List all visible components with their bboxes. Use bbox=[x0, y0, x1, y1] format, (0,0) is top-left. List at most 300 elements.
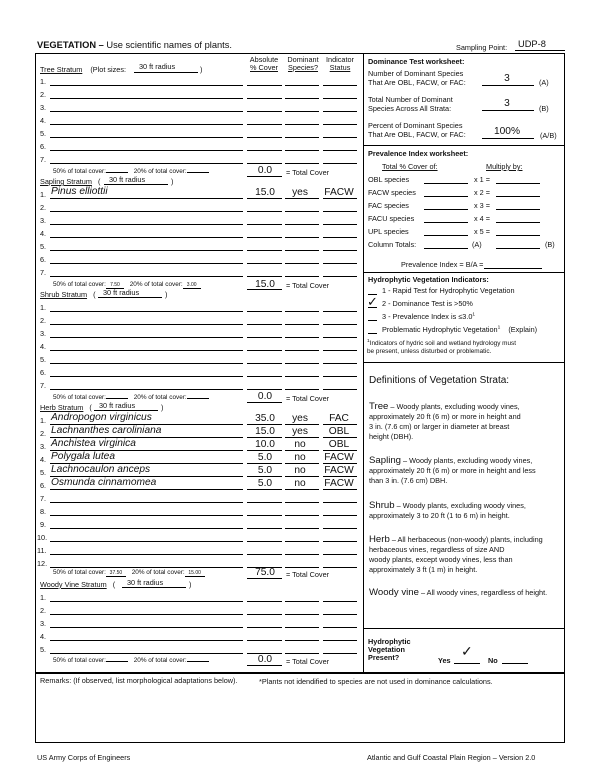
indicator-3-checkbox[interactable] bbox=[368, 320, 377, 321]
tree-pct-line bbox=[53, 168, 209, 175]
herb-indicator[interactable]: FACW bbox=[324, 478, 354, 489]
sapling-pct-b: 20% of total cover: bbox=[129, 281, 183, 288]
dominant-field[interactable] bbox=[285, 502, 319, 503]
species-field[interactable] bbox=[50, 324, 243, 325]
herb-plot-value[interactable]: 30 ft radius bbox=[99, 401, 136, 410]
herb-species[interactable]: Andropogon virginicus bbox=[51, 412, 152, 423]
dominant-field[interactable] bbox=[285, 627, 319, 628]
cover-field[interactable] bbox=[247, 250, 282, 251]
herb-pct-a-value[interactable]: 37.50 bbox=[106, 570, 126, 577]
definition-herb-4: approximately 3 ft (1 m) in height. bbox=[369, 565, 478, 574]
indicator-field[interactable] bbox=[323, 324, 357, 325]
sapling-plot-underline bbox=[104, 184, 168, 185]
species-field[interactable] bbox=[50, 463, 243, 464]
cover-field[interactable] bbox=[247, 567, 282, 568]
cover-field[interactable] bbox=[247, 376, 282, 377]
sapling-species[interactable]: Pinus elliottii bbox=[51, 186, 108, 197]
cover-field[interactable] bbox=[247, 124, 282, 125]
sapling-indicator[interactable]: FACW bbox=[324, 187, 354, 198]
herb-dominant[interactable]: no bbox=[294, 452, 306, 463]
dominant-field[interactable] bbox=[285, 250, 319, 251]
total-cover-field[interactable] bbox=[247, 402, 282, 403]
species-field[interactable] bbox=[50, 311, 243, 312]
woody-vine-row-number: 3. bbox=[40, 619, 47, 628]
herb-cover[interactable]: 10.0 bbox=[255, 439, 275, 450]
species-field[interactable] bbox=[50, 640, 243, 641]
cover-field[interactable] bbox=[247, 98, 282, 99]
indicator-field[interactable] bbox=[323, 98, 357, 99]
herb-cover[interactable]: 15.0 bbox=[255, 426, 275, 437]
indicator-field[interactable] bbox=[323, 363, 357, 364]
species-field[interactable] bbox=[50, 98, 243, 99]
indicator-field[interactable] bbox=[323, 150, 357, 151]
species-field[interactable] bbox=[50, 528, 243, 529]
hydrophytic-yes-label: Yes bbox=[438, 656, 451, 665]
species-field[interactable] bbox=[50, 111, 243, 112]
cover-field[interactable] bbox=[247, 614, 282, 615]
species-field[interactable] bbox=[50, 163, 243, 164]
species-field[interactable] bbox=[50, 150, 243, 151]
indicator-field[interactable] bbox=[323, 476, 357, 477]
shrub-pct-line bbox=[53, 394, 209, 401]
indicator-field[interactable] bbox=[323, 250, 357, 251]
prevalence-row-field[interactable] bbox=[424, 222, 468, 223]
cover-field[interactable] bbox=[247, 476, 282, 477]
prevalence-row-result[interactable] bbox=[496, 183, 540, 184]
total-cover-field[interactable] bbox=[247, 578, 282, 579]
dominant-field[interactable] bbox=[285, 489, 319, 490]
prevalence-row-result[interactable] bbox=[496, 196, 540, 197]
dominant-field[interactable] bbox=[285, 614, 319, 615]
total-cover-field[interactable] bbox=[247, 665, 282, 666]
definition-sapling-head: Sapling bbox=[369, 455, 402, 466]
cover-field[interactable] bbox=[247, 627, 282, 628]
species-field[interactable] bbox=[50, 263, 243, 264]
sapling-row-number: 1. bbox=[40, 190, 47, 199]
herb-species[interactable]: Osmunda cinnamomea bbox=[51, 477, 157, 488]
indicator-field[interactable] bbox=[323, 567, 357, 568]
cover-field[interactable] bbox=[247, 554, 282, 555]
dominant-field[interactable] bbox=[285, 376, 319, 377]
cover-field[interactable] bbox=[247, 350, 282, 351]
cover-field[interactable] bbox=[247, 437, 282, 438]
hydrophytic-present-label bbox=[368, 638, 411, 662]
indicator-4-text: Problematic Hydrophytic Vegetation bbox=[382, 325, 498, 334]
sapling-pct-a-value[interactable]: 7.50 bbox=[106, 282, 124, 289]
dominant-field[interactable] bbox=[285, 224, 319, 225]
indicator-field[interactable] bbox=[323, 424, 357, 425]
dominant-field[interactable] bbox=[285, 554, 319, 555]
total-cover-field[interactable] bbox=[247, 289, 282, 290]
indicators-footnote-2: be present, unless disturbed or problematic. bbox=[367, 348, 492, 356]
definition-herb-head: Herb bbox=[369, 534, 390, 545]
prevalence-index-field[interactable] bbox=[484, 268, 542, 269]
dominance-b-value[interactable]: 3 bbox=[504, 98, 510, 109]
indicator-field[interactable] bbox=[323, 437, 357, 438]
dominant-field[interactable] bbox=[285, 237, 319, 238]
herb-stratum-label: Herb Stratum bbox=[40, 403, 84, 412]
herb-indicator[interactable]: FAC bbox=[329, 413, 349, 424]
dominant-field[interactable] bbox=[285, 363, 319, 364]
definition-shrub bbox=[369, 501, 526, 521]
species-field[interactable] bbox=[50, 424, 243, 425]
species-field[interactable] bbox=[50, 554, 243, 555]
species-field[interactable] bbox=[50, 363, 243, 364]
dominant-field[interactable] bbox=[285, 324, 319, 325]
dominant-field[interactable] bbox=[285, 337, 319, 338]
indicator-3-label bbox=[382, 312, 475, 321]
dominant-field[interactable] bbox=[285, 124, 319, 125]
herb-row-number: 8. bbox=[40, 507, 47, 516]
indicators-footnote bbox=[367, 338, 516, 356]
cover-field[interactable] bbox=[247, 111, 282, 112]
cover-field[interactable] bbox=[247, 450, 282, 451]
dominance-c-underline bbox=[482, 138, 534, 139]
prevalence-totals-b-field[interactable] bbox=[496, 248, 540, 249]
tree-pct-a: 50% of total cover: bbox=[53, 168, 106, 175]
indicator-field[interactable] bbox=[323, 640, 357, 641]
cover-field[interactable] bbox=[247, 263, 282, 264]
dominance-b-underline bbox=[482, 110, 534, 111]
herb-indicator[interactable]: OBL bbox=[328, 426, 350, 437]
woody-vine-total-value[interactable]: 0.0 bbox=[257, 654, 273, 665]
prevalence-row-mult: x 1 = bbox=[474, 175, 491, 184]
cover-field[interactable] bbox=[247, 640, 282, 641]
dominant-field[interactable] bbox=[285, 541, 319, 542]
remarks-note[interactable]: *Plants not idendified to species are not used in dominance calculations. bbox=[259, 677, 493, 686]
indicator-field[interactable] bbox=[323, 85, 357, 86]
indicator-field[interactable] bbox=[323, 389, 357, 390]
herb-dominant[interactable]: no bbox=[294, 478, 306, 489]
species-field[interactable] bbox=[50, 567, 243, 568]
species-field[interactable] bbox=[50, 376, 243, 377]
dominance-a-tag: (A) bbox=[539, 78, 549, 87]
dominant-field[interactable] bbox=[285, 653, 319, 654]
woody-vine-row-number: 5. bbox=[40, 645, 47, 654]
cover-field[interactable] bbox=[247, 363, 282, 364]
species-field[interactable] bbox=[50, 476, 243, 477]
definition-tree-4: height (DBH). bbox=[369, 432, 414, 441]
herb-cover[interactable]: 5.0 bbox=[257, 465, 273, 476]
prevalence-row-field[interactable] bbox=[424, 235, 468, 236]
sapling-row-number: 2. bbox=[40, 203, 47, 212]
indicator-3-text: 3 - Prevalence Index is ≤3.0 bbox=[382, 312, 473, 321]
sapling-dominant[interactable]: yes bbox=[292, 187, 308, 198]
dominant-field[interactable] bbox=[285, 640, 319, 641]
herb-indicator[interactable]: FACW bbox=[324, 452, 354, 463]
dominant-field[interactable] bbox=[285, 198, 319, 199]
herb-pct-line bbox=[53, 569, 205, 577]
cover-field[interactable] bbox=[247, 337, 282, 338]
indicator-field[interactable] bbox=[323, 337, 357, 338]
indicator-field[interactable] bbox=[323, 263, 357, 264]
dominant-field[interactable] bbox=[285, 567, 319, 568]
cover-field[interactable] bbox=[247, 311, 282, 312]
indicator-field[interactable] bbox=[323, 350, 357, 351]
cover-field[interactable] bbox=[247, 324, 282, 325]
definition-herb-3: woody plants, except woody vines, less than bbox=[369, 555, 513, 564]
herb-row-number: 1. bbox=[40, 416, 47, 425]
herb-indicator[interactable]: FACW bbox=[324, 465, 354, 476]
herb-pct-b-value[interactable]: 15.00 bbox=[185, 570, 205, 577]
dominant-field[interactable] bbox=[285, 424, 319, 425]
species-field[interactable] bbox=[50, 237, 243, 238]
indicator-field[interactable] bbox=[323, 463, 357, 464]
sapling-plot-value[interactable]: 30 ft radius bbox=[109, 175, 146, 184]
dominant-field[interactable] bbox=[285, 528, 319, 529]
hydrophytic-yes-field[interactable] bbox=[454, 663, 480, 664]
indicator-field[interactable] bbox=[323, 528, 357, 529]
dominant-field[interactable] bbox=[285, 515, 319, 516]
total-cover-field[interactable] bbox=[247, 176, 282, 177]
cover-field[interactable] bbox=[247, 601, 282, 602]
herb-cover[interactable]: 35.0 bbox=[255, 413, 275, 424]
cover-field[interactable] bbox=[247, 502, 282, 503]
indicators-title: Hydrophytic Vegetation Indicators: bbox=[368, 275, 489, 284]
dominance-b-label bbox=[368, 95, 453, 113]
herb-indicator[interactable]: OBL bbox=[328, 439, 350, 450]
species-field[interactable] bbox=[50, 614, 243, 615]
species-field[interactable] bbox=[50, 502, 243, 503]
col-header-dominant bbox=[283, 56, 323, 72]
indicator-field[interactable] bbox=[323, 311, 357, 312]
sapling-total-value[interactable]: 15.0 bbox=[255, 279, 275, 290]
shrub-row-number: 4. bbox=[40, 342, 47, 351]
prevalence-row-field[interactable] bbox=[424, 209, 468, 210]
definition-vine-1: – All woody vines, regardless of height. bbox=[420, 588, 548, 597]
dominance-c-line2: That Are OBL, FACW, or FAC: bbox=[368, 130, 466, 139]
herb-dominant[interactable]: yes bbox=[292, 413, 308, 424]
woody-vine-plot-underline bbox=[122, 587, 186, 588]
shrub-total-label: = Total Cover bbox=[286, 394, 330, 403]
cover-field[interactable] bbox=[247, 489, 282, 490]
indicator-field[interactable] bbox=[323, 137, 357, 138]
shrub-close: ) bbox=[165, 290, 168, 299]
cover-field[interactable] bbox=[247, 150, 282, 151]
prevalence-row-result[interactable] bbox=[496, 222, 540, 223]
dominance-a-value[interactable]: 3 bbox=[504, 73, 510, 84]
indicator-field[interactable] bbox=[323, 198, 357, 199]
woody-vine-row-number: 1. bbox=[40, 593, 47, 602]
species-field[interactable] bbox=[50, 489, 243, 490]
herb-row-number: 12. bbox=[37, 559, 48, 568]
definition-sapling-1: – Woody plants, excluding woody vines, bbox=[403, 456, 533, 465]
hydrophytic-no-field[interactable] bbox=[502, 663, 528, 664]
shrub-row-number: 7. bbox=[40, 381, 47, 390]
prevalence-row-result[interactable] bbox=[496, 235, 540, 236]
species-field[interactable] bbox=[50, 450, 243, 451]
tree-plot-value[interactable]: 30 ft radius bbox=[139, 62, 176, 71]
definition-sapling-2: approximately 20 ft (6 m) or more in height and less bbox=[369, 466, 536, 475]
species-field[interactable] bbox=[50, 224, 243, 225]
dominant-field[interactable] bbox=[285, 311, 319, 312]
indicator-2-label: 2 - Dominance Test is >50% bbox=[382, 299, 473, 308]
indicator-field[interactable] bbox=[323, 627, 357, 628]
prevalence-row-result[interactable] bbox=[496, 209, 540, 210]
dominant-field[interactable] bbox=[285, 263, 319, 264]
cover-field[interactable] bbox=[247, 237, 282, 238]
herb-plot-underline bbox=[94, 410, 158, 411]
dominant-field[interactable] bbox=[285, 137, 319, 138]
dominant-field[interactable] bbox=[285, 389, 319, 390]
indicator-field[interactable] bbox=[323, 653, 357, 654]
dominant-field[interactable] bbox=[285, 350, 319, 351]
definition-tree bbox=[369, 402, 521, 442]
dominant-field[interactable] bbox=[285, 211, 319, 212]
cover-field[interactable] bbox=[247, 463, 282, 464]
cover-field[interactable] bbox=[247, 276, 282, 277]
hydrophytic-line2: Vegetation bbox=[368, 645, 405, 654]
species-field[interactable] bbox=[50, 515, 243, 516]
cover-field[interactable] bbox=[247, 198, 282, 199]
indicator-field[interactable] bbox=[323, 124, 357, 125]
prevalence-row-label: FAC species bbox=[368, 201, 409, 210]
dominant-field[interactable] bbox=[285, 276, 319, 277]
herb-cover[interactable]: 5.0 bbox=[257, 478, 273, 489]
indicator-field[interactable] bbox=[323, 502, 357, 503]
shrub-stratum-header bbox=[40, 290, 96, 299]
herb-total-label: = Total Cover bbox=[286, 570, 330, 579]
species-field[interactable] bbox=[50, 198, 243, 199]
herb-species[interactable]: Lachnocaulon anceps bbox=[51, 464, 151, 475]
shrub-row-number: 3. bbox=[40, 329, 47, 338]
dominant-field[interactable] bbox=[285, 163, 319, 164]
species-field[interactable] bbox=[50, 541, 243, 542]
species-field[interactable] bbox=[50, 250, 243, 251]
col-header-dominant-1: Dominant bbox=[287, 55, 319, 64]
cover-field[interactable] bbox=[247, 85, 282, 86]
prevalence-totals-a-field[interactable] bbox=[424, 248, 468, 249]
species-field[interactable] bbox=[50, 627, 243, 628]
definition-tree-1: – Woody plants, excluding woody vines, bbox=[390, 402, 520, 411]
definitions-title: Definitions of Vegetation Strata: bbox=[369, 375, 510, 386]
cover-field[interactable] bbox=[247, 528, 282, 529]
dominant-field[interactable] bbox=[285, 437, 319, 438]
sapling-close: ) bbox=[171, 177, 174, 186]
indicator-field[interactable] bbox=[323, 450, 357, 451]
shrub-plot-value[interactable]: 30 ft radius bbox=[103, 288, 140, 297]
herb-pct-b: 20% of total cover: bbox=[131, 569, 185, 576]
species-field[interactable] bbox=[50, 337, 243, 338]
definition-herb bbox=[369, 535, 543, 575]
cover-field[interactable] bbox=[247, 163, 282, 164]
indicator-field[interactable] bbox=[323, 515, 357, 516]
woody-vine-plot-value[interactable]: 30 ft radius bbox=[127, 578, 164, 587]
cover-field[interactable] bbox=[247, 224, 282, 225]
sapling-cover[interactable]: 15.0 bbox=[255, 187, 275, 198]
species-field[interactable] bbox=[50, 601, 243, 602]
herb-species[interactable]: Polygala lutea bbox=[51, 451, 116, 462]
indicator-field[interactable] bbox=[323, 224, 357, 225]
indicator-field[interactable] bbox=[323, 614, 357, 615]
prevalence-row-field[interactable] bbox=[424, 196, 468, 197]
herb-species[interactable]: Lachnanthes caroliniana bbox=[51, 425, 162, 436]
species-field[interactable] bbox=[50, 124, 243, 125]
definition-sapling-3: than 3 in. (7.6 cm) DBH. bbox=[369, 476, 448, 485]
dominance-b-line1: Total Number of Dominant bbox=[368, 95, 453, 104]
herb-dominant[interactable]: yes bbox=[292, 426, 308, 437]
dominance-a-line1: Number of Dominant Species bbox=[368, 69, 464, 78]
indicator-field[interactable] bbox=[323, 554, 357, 555]
species-field[interactable] bbox=[50, 211, 243, 212]
cover-field[interactable] bbox=[247, 541, 282, 542]
footer-left: US Army Corps of Engineers bbox=[37, 753, 131, 762]
indicator-field[interactable] bbox=[323, 489, 357, 490]
species-field[interactable] bbox=[50, 276, 243, 277]
species-field[interactable] bbox=[50, 350, 243, 351]
indicator-field[interactable] bbox=[323, 376, 357, 377]
dominant-field[interactable] bbox=[285, 450, 319, 451]
species-field[interactable] bbox=[50, 389, 243, 390]
dominant-field[interactable] bbox=[285, 111, 319, 112]
cover-field[interactable] bbox=[247, 211, 282, 212]
herb-cover[interactable]: 5.0 bbox=[257, 452, 273, 463]
cover-field[interactable] bbox=[247, 137, 282, 138]
dominant-field[interactable] bbox=[285, 85, 319, 86]
species-field[interactable] bbox=[50, 653, 243, 654]
tree-total-value[interactable]: 0.0 bbox=[257, 165, 273, 176]
prevalence-totals-label: Column Totals: bbox=[368, 240, 417, 249]
dominant-field[interactable] bbox=[285, 98, 319, 99]
sampling-point-value[interactable]: UDP-8 bbox=[518, 39, 546, 49]
dominant-field[interactable] bbox=[285, 476, 319, 477]
prevalence-col-a: Total % Cover of: bbox=[382, 162, 438, 171]
cover-field[interactable] bbox=[247, 424, 282, 425]
indicator-field[interactable] bbox=[323, 276, 357, 277]
tree-plot-label: (Plot sizes: bbox=[90, 65, 127, 74]
dominance-c-value[interactable]: 100% bbox=[493, 126, 521, 137]
herb-open: ( bbox=[89, 403, 92, 412]
dominant-field[interactable] bbox=[285, 463, 319, 464]
sapling-pct-b-value[interactable]: 3.00 bbox=[183, 282, 201, 289]
cover-field[interactable] bbox=[247, 515, 282, 516]
indicator-field[interactable] bbox=[323, 601, 357, 602]
cover-field[interactable] bbox=[247, 653, 282, 654]
indicator-4-checkbox[interactable] bbox=[368, 333, 377, 334]
herb-species[interactable]: Anchistea virginica bbox=[51, 438, 136, 449]
dominance-divider bbox=[363, 145, 565, 146]
indicator-field[interactable] bbox=[323, 111, 357, 112]
herb-row-number: 10. bbox=[37, 533, 48, 542]
indicators-divider bbox=[363, 362, 565, 363]
herb-total-value[interactable]: 75.0 bbox=[255, 567, 275, 578]
woody-vine-stratum-label: Woody Vine Stratum bbox=[40, 580, 107, 589]
shrub-total-value[interactable]: 0.0 bbox=[257, 391, 273, 402]
definition-tree-2: approximately 20 ft (6 m) or more in height and bbox=[369, 412, 521, 421]
indicator-field[interactable] bbox=[323, 541, 357, 542]
species-field[interactable] bbox=[50, 137, 243, 138]
indicator-field[interactable] bbox=[323, 163, 357, 164]
tree-row-number: 3. bbox=[40, 103, 47, 112]
tree-total-label: = Total Cover bbox=[286, 168, 330, 177]
cover-field[interactable] bbox=[247, 389, 282, 390]
species-field[interactable] bbox=[50, 437, 243, 438]
dominant-field[interactable] bbox=[285, 601, 319, 602]
indicator-field[interactable] bbox=[323, 211, 357, 212]
herb-dominant[interactable]: no bbox=[294, 465, 306, 476]
prevalence-totals-b: (B) bbox=[545, 240, 555, 249]
indicator-field[interactable] bbox=[323, 237, 357, 238]
species-field[interactable] bbox=[50, 85, 243, 86]
tree-row-number: 7. bbox=[40, 155, 47, 164]
dominant-field[interactable] bbox=[285, 150, 319, 151]
sapling-row-number: 3. bbox=[40, 216, 47, 225]
shrub-row-number: 1. bbox=[40, 303, 47, 312]
herb-dominant[interactable]: no bbox=[294, 439, 306, 450]
woody-vine-open: ( bbox=[112, 580, 116, 589]
indicators-footnote-sup: 1 bbox=[367, 339, 370, 344]
prevalence-row-field[interactable] bbox=[424, 183, 468, 184]
